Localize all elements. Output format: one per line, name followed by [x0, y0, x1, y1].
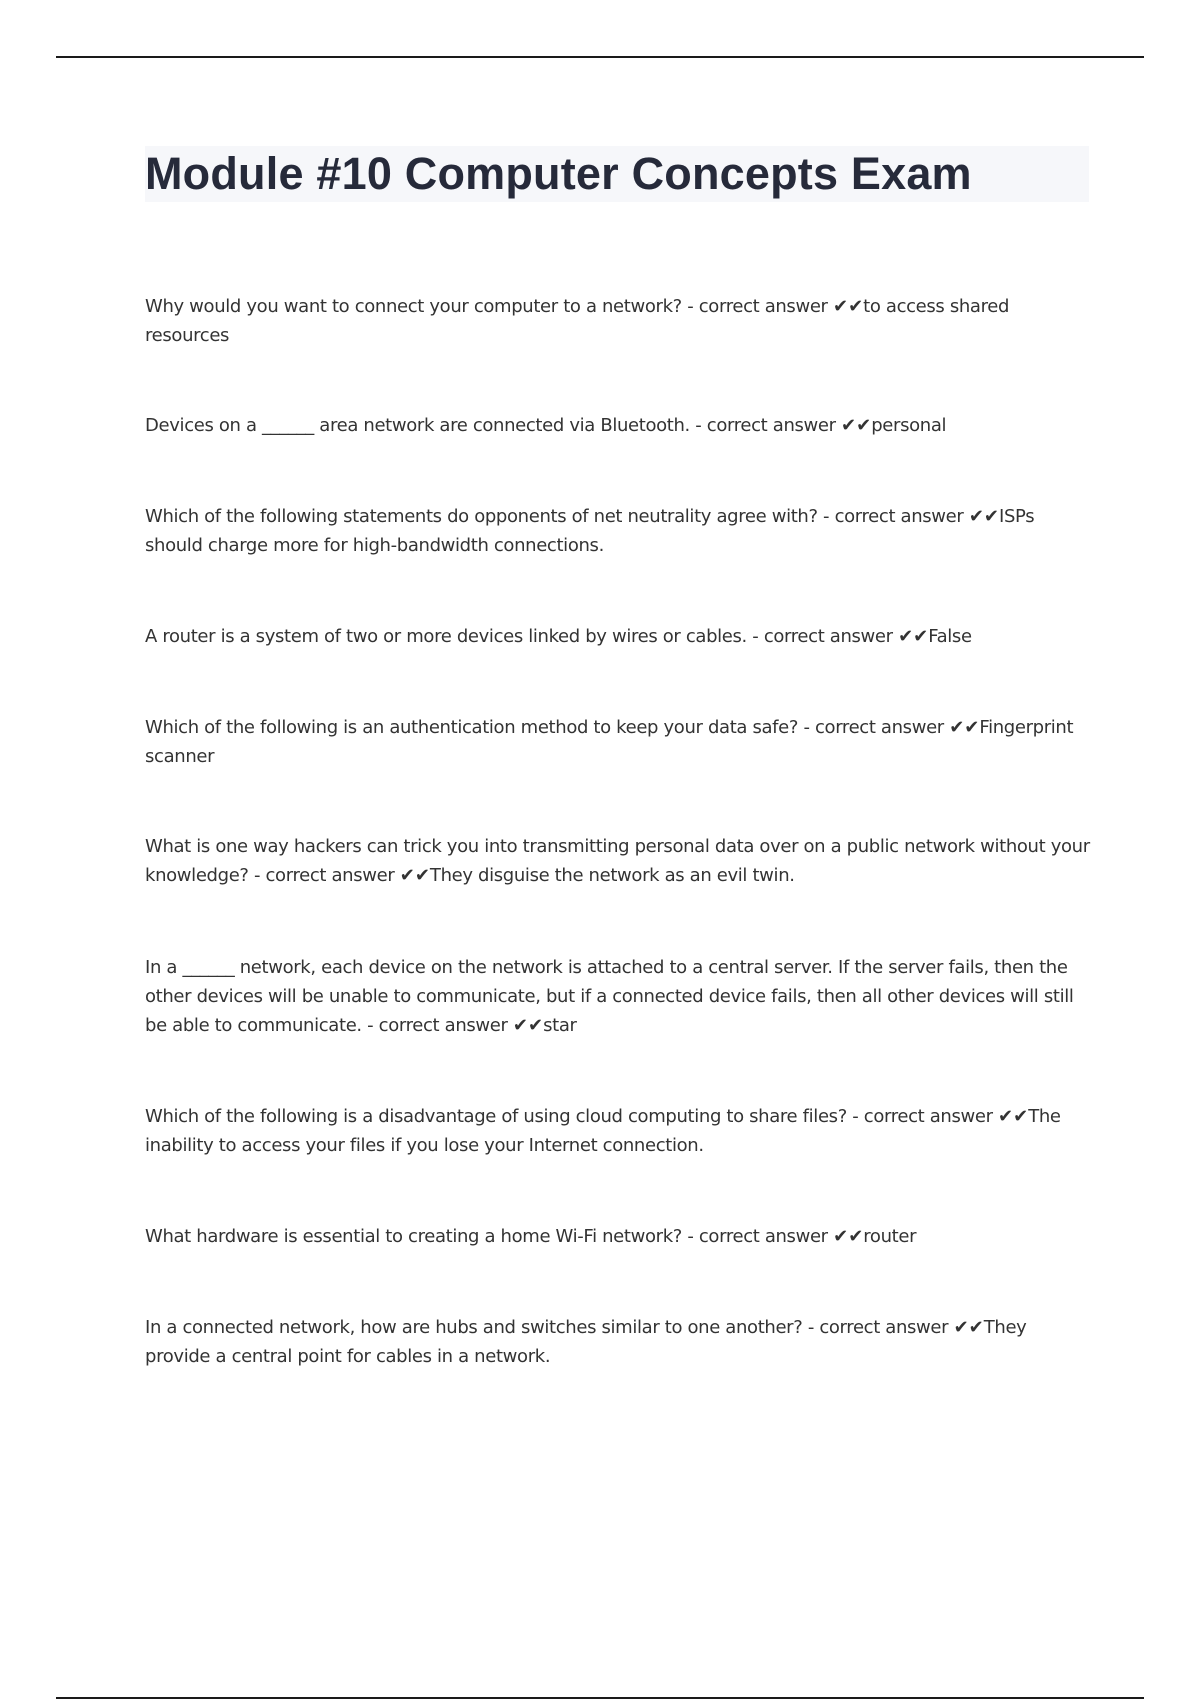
answer-separator: - correct answer: [846, 1106, 999, 1127]
question-text: Which of the following is a disadvantage of using cloud computing to share files?: [145, 1106, 847, 1127]
answer-text: personal: [871, 415, 947, 436]
answer-text: False: [928, 626, 972, 647]
check-icon: ✔✔: [968, 506, 999, 527]
question-text: Why would you want to connect your computer to a network?: [145, 296, 682, 317]
qa-item: [145, 1102, 1090, 1160]
page-title: Module #10 Computer Concepts Exam: [145, 148, 972, 199]
check-icon: ✔✔: [949, 717, 980, 738]
question-text: Which of the following is an authentication method to keep your data safe?: [145, 717, 799, 738]
question-text: What is one way hackers can trick you into transmitting personal data over on a public network without your knowledge?: [145, 836, 1090, 886]
answer-text: They provide a central point for cables in a network.: [145, 1317, 1027, 1367]
question-text: In a connected network, how are hubs and switches similar to one another?: [145, 1317, 803, 1338]
question-text: In a ______ network, each device on the network is attached to a central server. If the server fails, then the other devices will be unable to communicate, but if a connected device fails, then all other devices will still be able to communicate.: [145, 957, 1074, 1036]
answer-text: router: [863, 1226, 917, 1247]
qa-item: [145, 1222, 1090, 1251]
answer-separator: - correct answer: [689, 415, 842, 436]
answer-text: Fingerprint scanner: [145, 717, 1074, 767]
check-icon: ✔✔: [841, 415, 872, 436]
question-text: Which of the following statements do opponents of net neutrality agree with?: [145, 506, 818, 527]
answer-separator: - correct answer: [681, 296, 833, 317]
qa-item: [145, 1313, 1090, 1371]
qa-item: [145, 832, 1090, 890]
answer-separator: - correct answer: [361, 1015, 513, 1036]
answer-text: star: [543, 1015, 577, 1036]
check-icon: ✔✔: [953, 1317, 984, 1338]
answer-text: ISPs should charge more for high-bandwidth connections.: [145, 506, 1035, 556]
answer-separator: - correct answer: [802, 1317, 954, 1338]
qa-item: [145, 411, 1090, 440]
qa-item: [145, 713, 1090, 771]
answer-separator: - correct answer: [817, 506, 969, 527]
check-icon: ✔✔: [399, 865, 430, 886]
title-block: [145, 146, 1089, 202]
answer-separator: - correct answer: [746, 626, 899, 647]
answer-separator: - correct answer: [248, 865, 400, 886]
answer-separator: - correct answer: [681, 1226, 834, 1247]
check-icon: ✔✔: [833, 1226, 864, 1247]
qa-item: [145, 953, 1090, 1040]
qa-item: [145, 502, 1090, 560]
question-text: What hardware is essential to creating a home Wi-Fi network?: [145, 1226, 682, 1247]
answer-separator: - correct answer: [798, 717, 950, 738]
bottom-rule: [56, 1697, 1144, 1699]
check-icon: ✔✔: [898, 626, 929, 647]
answer-text: They disguise the network as an evil twin.: [429, 865, 795, 886]
check-icon: ✔✔: [832, 296, 864, 317]
question-text: Devices on a ______ area network are connected via Bluetooth.: [145, 415, 690, 436]
qa-item: [145, 292, 1090, 350]
check-icon: ✔✔: [998, 1106, 1029, 1127]
answer-text: to access shared resources: [145, 296, 1010, 346]
qa-item: [145, 622, 1090, 651]
answer-text: The inability to access your files if you lose your Internet connection.: [145, 1106, 1061, 1156]
top-rule: [56, 56, 1144, 58]
check-icon: ✔✔: [512, 1015, 544, 1036]
question-text: A router is a system of two or more devices linked by wires or cables.: [145, 626, 747, 647]
